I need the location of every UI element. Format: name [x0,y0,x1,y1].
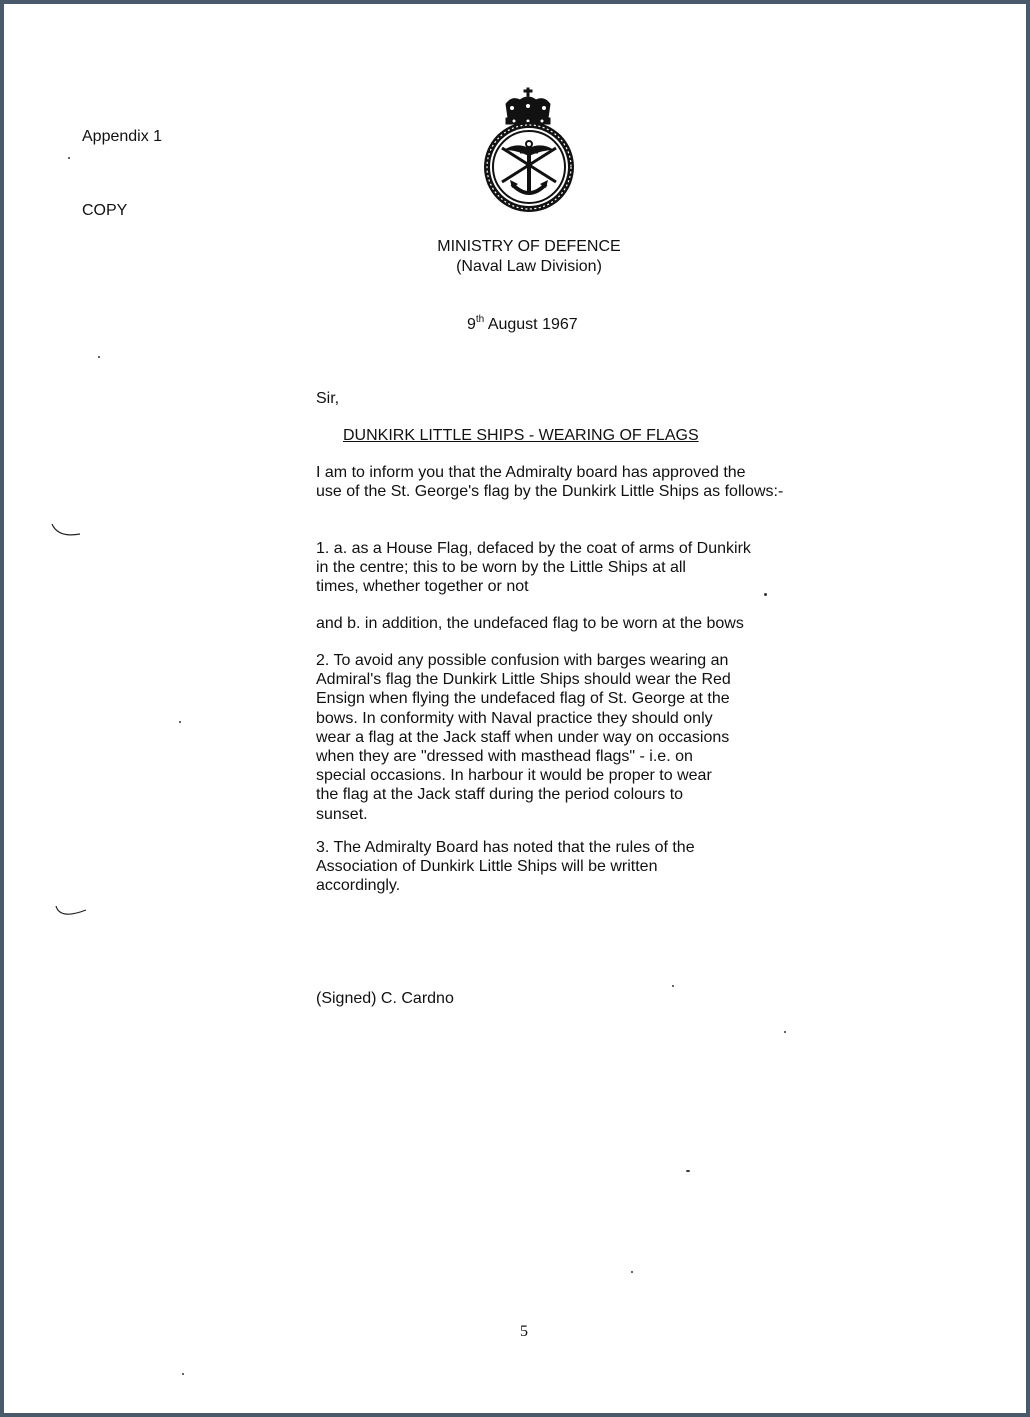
scan-speck [182,1373,184,1375]
paragraph-1b: and b. in addition, the undefaced flag to be worn at the bows [316,615,744,632]
subject-line: DUNKIRK LITTLE SHIPS - WEARING OF FLAGS [343,427,699,444]
scan-speck [631,1271,633,1273]
scan-mark [48,520,88,544]
organisation-division: (Naval Law Division) [456,258,602,275]
salutation: Sir, [316,390,340,407]
appendix-label: Appendix 1 [82,128,163,145]
signature-line: (Signed) C. Cardno [316,990,454,1007]
paragraph-1a: 1. a. as a House Flag, defaced by the coat of arms of Dunkirk in the centre; this to be worn by the Little Ships at all times, whether together or not [316,540,751,596]
scan-speck [764,593,767,596]
ministry-of-defence-crest-icon [482,86,578,214]
paragraph-2: 2. To avoid any possible confusion with barges wearing an Admiral's flag the Dunkirk Little Ships should wear the Red Ensign when flying the undefaced flag of St. George at the bows. In conformity with Naval practice they should only wear a flag at the Jack staff when under way on occasions when they are "dressed with masthead flags" - i.e. on special occasions. In harbour it would be proper to wear the flag at the Jack staff during the period colours to sunset. [316,652,731,823]
scan-speck [686,1170,690,1172]
paragraph-3: 3. The Admiralty Board has noted that the rules of the Association of Dunkirk Little Ships will be written accordingly. [316,839,695,895]
copy-label: COPY [82,202,128,219]
scan-speck [784,1031,786,1033]
page-number: 5 [520,1323,528,1340]
scan-speck [98,356,100,358]
organisation-name: MINISTRY OF DEFENCE [437,238,621,255]
letter-date: 9th August 1967 [467,313,578,333]
scan-mark [52,902,94,926]
scan-speck [672,985,674,987]
intro-paragraph: I am to inform you that the Admiralty board has approved the use of the St. George's flag by the Dunkirk Little Ships as follows:- [316,464,784,501]
scan-speck [179,721,181,723]
scan-speck [68,157,70,159]
